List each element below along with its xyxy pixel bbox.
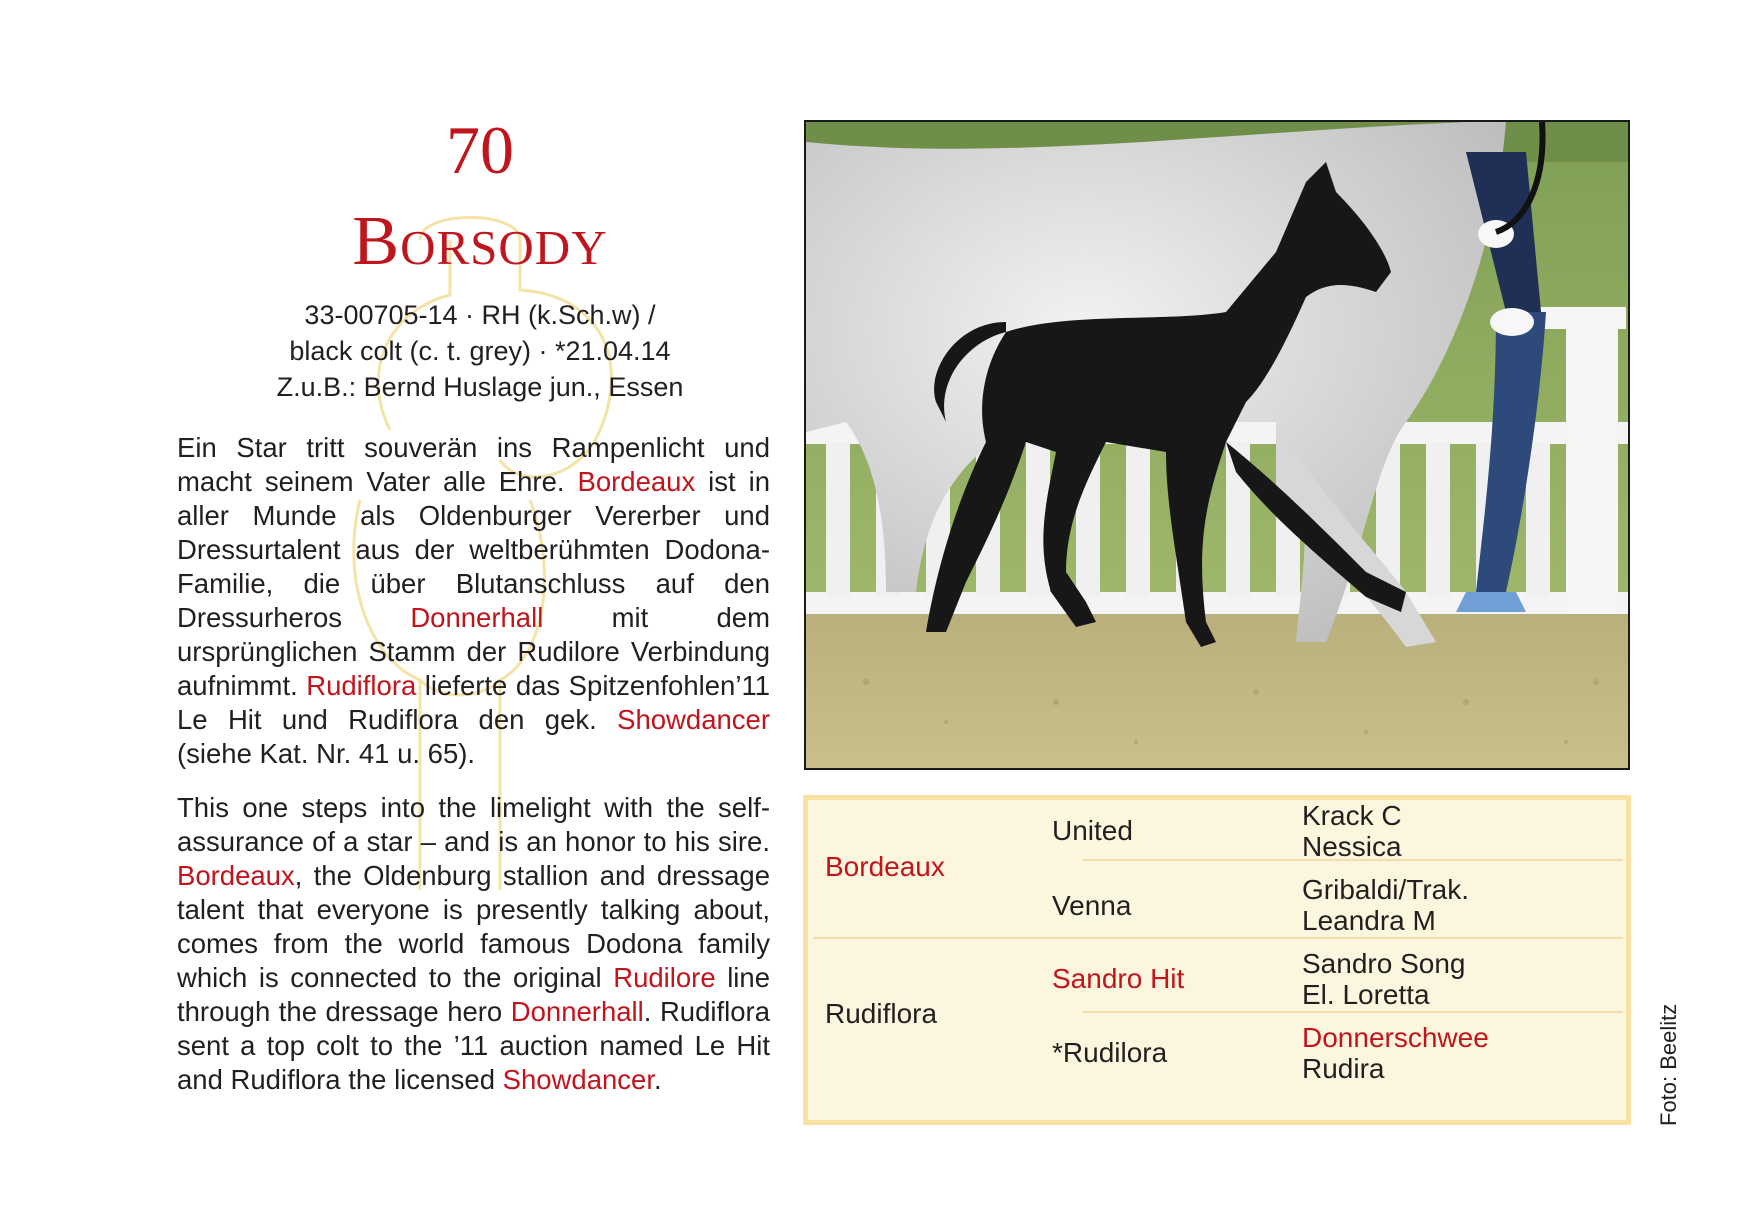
highlight-showdancer: Showdancer xyxy=(502,1064,654,1095)
horse-info xyxy=(160,297,800,405)
pedigree-dd-sire: Donnerschwee xyxy=(1302,1022,1489,1053)
highlight-bordeaux: Bordeaux xyxy=(177,860,295,891)
text-segment: Ein Star tritt souverän ins Rampenlicht und macht seinem Vater alle Ehre. xyxy=(177,432,770,497)
lot-number: 70 xyxy=(446,112,514,188)
text-segment: . Rudiflora sent a top colt to the ’11 auction named Le Hit and Rudiflora the licensed xyxy=(177,996,770,1095)
pedigree-ss-dam: Nessica xyxy=(1302,831,1402,862)
pedigree-dam: Rudiflora xyxy=(825,998,938,1029)
pedigree-table xyxy=(803,795,1631,1125)
pedigree-ss-sire: Krack C xyxy=(1302,800,1402,831)
highlight-bordeaux: Bordeaux xyxy=(577,466,696,497)
text-segment: . xyxy=(653,1064,662,1095)
foal-photo xyxy=(804,120,1630,770)
horse-name: Borsody xyxy=(352,203,608,280)
description-english xyxy=(177,791,770,1097)
pedigree-ds-dam: El. Loretta xyxy=(1302,979,1430,1010)
pedigree-dam-sire: Sandro Hit xyxy=(1052,963,1185,994)
pedigree-sire-dam: Venna xyxy=(1052,890,1132,921)
text-segment: line through the dressage hero xyxy=(177,962,770,1027)
text-segment: , the Oldenburg stallion and dressage talent that everyone is presently talking about, comes from the world famous Dodona family which is connected to the original xyxy=(177,860,770,993)
info-line-registration: 33-00705-14 · RH (k.Sch.w) / xyxy=(304,300,656,330)
pedigree-dam-dam: *Rudilora xyxy=(1052,1037,1168,1068)
highlight-rudiflora: Rudiflora xyxy=(306,670,417,701)
foal-photo-illustration xyxy=(806,122,1628,768)
text-segment: lieferte das Spitzenfohlen’11 Le Hit und Rudiflora den gek. xyxy=(177,670,770,735)
pedigree-ds-sire: Sandro Song xyxy=(1302,948,1466,979)
text-segment: ist in aller Munde als Oldenburger Vererber und Dressurtalent aus der weltberühmten Dodona-Familie, die über Blutanschluss auf den Dressurheros xyxy=(177,466,771,633)
pedigree-sd-dam: Leandra M xyxy=(1302,905,1436,936)
pedigree-sd-sire: Gribaldi/Trak. xyxy=(1302,874,1470,905)
highlight-donnerhall: Donnerhall xyxy=(510,996,644,1027)
highlight-rudilore: Rudilore xyxy=(613,962,716,993)
description-german xyxy=(177,431,770,771)
pedigree-dd-dam: Rudira xyxy=(1302,1053,1385,1084)
text-segment: (siehe Kat. Nr. 41 u. 65). xyxy=(177,738,476,769)
info-line-breeder: Z.u.B.: Bernd Huslage jun., Essen xyxy=(276,372,684,402)
photo-credit: Foto: Beelitz xyxy=(1656,1003,1681,1126)
text-segment: mit dem ursprünglichen Stamm der Rudilore Verbindung aufnimmt. xyxy=(177,602,770,701)
info-line-description: black colt (c. t. grey) · *21.04.14 xyxy=(289,336,671,366)
highlight-donnerhall: Donnerhall xyxy=(410,602,544,633)
pedigree-sire: Bordeaux xyxy=(825,851,945,882)
pedigree-sire-sire: United xyxy=(1052,815,1133,846)
highlight-showdancer: Showdancer xyxy=(617,704,770,735)
text-segment: This one steps into the limelight with the self-assurance of a star – and is an honor to his sire. xyxy=(177,792,770,857)
